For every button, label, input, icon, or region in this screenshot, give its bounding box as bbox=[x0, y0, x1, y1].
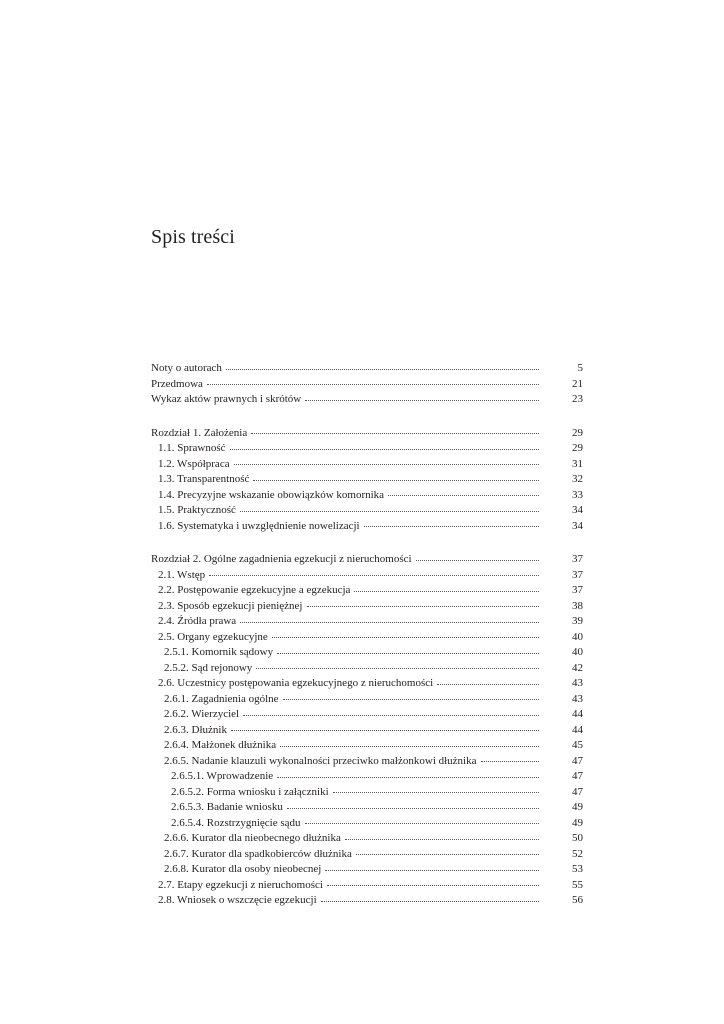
toc-entry-page: 44 bbox=[572, 708, 583, 720]
toc-entry bbox=[151, 472, 583, 488]
toc-entry-page: 40 bbox=[572, 646, 583, 658]
dot-leader bbox=[345, 839, 539, 840]
toc-entry-label: 2.6.5. Nadanie klauzuli wykonalności przeciwko małżonkowi dłużnika bbox=[164, 754, 477, 767]
toc-entry bbox=[151, 392, 583, 408]
toc-entry-page: 47 bbox=[572, 770, 583, 782]
toc-entry-label: Noty o autorach bbox=[151, 362, 222, 374]
section-spacer bbox=[151, 534, 583, 552]
toc-entry bbox=[151, 847, 583, 863]
section-spacer bbox=[151, 408, 583, 426]
dot-leader bbox=[240, 511, 539, 512]
toc-entry-label: Wykaz aktów prawnych i skrótów bbox=[151, 393, 302, 405]
page-title: Spis treści bbox=[151, 226, 235, 248]
toc-entry-page: 5 bbox=[577, 362, 583, 374]
dot-leader bbox=[327, 885, 539, 886]
toc-entry-label: 1.4. Precyzyjne wskazanie obowiązków komornika bbox=[158, 488, 385, 501]
toc-entry-label: 2.4. Źródła prawa bbox=[158, 615, 237, 627]
dot-leader bbox=[305, 823, 539, 824]
toc-entry-label: 2.6.2. Wierzyciel bbox=[164, 708, 240, 720]
toc-entry-page: 47 bbox=[572, 785, 583, 798]
dot-leader bbox=[272, 637, 539, 638]
toc-entry-label: 2.6.5.4. Rozstrzygnięcie sądu bbox=[171, 816, 301, 829]
toc-entry-label: 1.5. Praktyczność bbox=[158, 504, 236, 516]
dot-leader bbox=[287, 808, 539, 809]
dot-leader bbox=[325, 870, 539, 871]
toc-entry bbox=[151, 862, 583, 878]
toc-entry bbox=[151, 738, 583, 754]
toc-entry bbox=[151, 519, 583, 535]
toc-entry-label: 2.6.5.1. Wprowadzenie bbox=[171, 770, 274, 782]
dot-leader bbox=[333, 792, 539, 793]
toc-entry-page: 49 bbox=[572, 816, 583, 829]
toc-entry-label: 2.6. Uczestnicy postępowania egzekucyjnego z nieruchomości bbox=[158, 677, 434, 689]
toc-entry-label: 2.6.4. Małżonek dłużnika bbox=[164, 739, 277, 751]
toc-entry-page: 29 bbox=[572, 442, 583, 454]
toc-entry-page: 34 bbox=[572, 519, 583, 532]
toc-entry bbox=[151, 614, 583, 630]
toc-entry bbox=[151, 377, 583, 393]
toc-entry-page: 33 bbox=[572, 488, 583, 501]
toc-entry-label: 2.1. Wstęp bbox=[158, 568, 206, 581]
toc-entry-label: 2.6.8. Kurator dla osoby nieobecnej bbox=[164, 863, 322, 875]
toc-entry-label: Rozdział 1. Założenia bbox=[151, 426, 248, 439]
dot-leader bbox=[356, 854, 539, 855]
toc-entry-label: 1.3. Transparentność bbox=[158, 473, 250, 485]
toc-entry-label: 2.5. Organy egzekucyjne bbox=[158, 630, 268, 643]
dot-leader bbox=[251, 433, 539, 434]
toc-entry bbox=[151, 754, 583, 770]
toc-entry-page: 47 bbox=[572, 754, 583, 767]
toc-entry-page: 37 bbox=[572, 568, 583, 581]
toc-entry-label: 2.6.5.3. Badanie wniosku bbox=[171, 801, 283, 813]
dot-leader bbox=[321, 901, 539, 902]
toc-entry-page: 43 bbox=[572, 692, 583, 705]
dot-leader bbox=[280, 746, 539, 747]
dot-leader bbox=[277, 653, 539, 654]
toc-entry bbox=[151, 723, 583, 739]
toc-entry bbox=[151, 692, 583, 708]
toc-entry-page: 53 bbox=[572, 863, 583, 875]
toc-entry bbox=[151, 816, 583, 832]
toc-entry-page: 32 bbox=[572, 473, 583, 485]
toc-entry bbox=[151, 503, 583, 519]
toc-entry-page: 44 bbox=[572, 723, 583, 736]
toc-entry-page: 40 bbox=[572, 630, 583, 643]
dot-leader bbox=[240, 622, 539, 623]
toc-entry-label: 2.5.1. Komornik sądowy bbox=[164, 646, 274, 658]
toc-entry bbox=[151, 568, 583, 584]
toc-entry-page: 29 bbox=[572, 426, 583, 439]
dot-leader bbox=[354, 591, 539, 592]
toc-entry-page: 21 bbox=[572, 377, 583, 390]
dot-leader bbox=[231, 730, 539, 731]
toc-entry-label: 1.2. Współpraca bbox=[158, 457, 230, 470]
toc-entry-page: 34 bbox=[572, 504, 583, 516]
dot-leader bbox=[305, 400, 539, 401]
toc-entry bbox=[151, 707, 583, 723]
toc-entry-page: 50 bbox=[572, 832, 583, 844]
toc-entry bbox=[151, 361, 583, 377]
toc-entry-label: 2.6.7. Kurator dla spadkobierców dłużnika bbox=[164, 847, 352, 860]
toc-entry-page: 37 bbox=[572, 553, 583, 565]
toc-entry-page: 38 bbox=[572, 599, 583, 612]
toc-entry-label: 2.6.6. Kurator dla nieobecnego dłużnika bbox=[164, 832, 341, 844]
toc-entry-label: 2.8. Wniosek o wszczęcie egzekucji bbox=[158, 894, 317, 906]
toc-entry bbox=[151, 785, 583, 801]
toc-entry bbox=[151, 599, 583, 615]
toc-entry bbox=[151, 426, 583, 442]
toc-entry-label: 2.6.5.2. Forma wniosku i załączniki bbox=[171, 785, 329, 798]
toc-entry-page: 39 bbox=[572, 615, 583, 627]
table-of-contents bbox=[151, 361, 583, 909]
toc-entry bbox=[151, 831, 583, 847]
dot-leader bbox=[388, 495, 539, 496]
toc-entry-page: 37 bbox=[572, 584, 583, 596]
dot-leader bbox=[243, 715, 539, 716]
toc-entry bbox=[151, 441, 583, 457]
toc-entry bbox=[151, 661, 583, 677]
toc-entry bbox=[151, 645, 583, 661]
toc-entry-label: 2.7. Etapy egzekucji z nieruchomości bbox=[158, 878, 323, 891]
dot-leader bbox=[437, 684, 539, 685]
toc-entry-label: 2.5.2. Sąd rejonowy bbox=[164, 661, 253, 674]
dot-leader bbox=[364, 526, 539, 527]
toc-entry-page: 45 bbox=[572, 739, 583, 751]
toc-entry-page: 52 bbox=[572, 847, 583, 860]
dot-leader bbox=[481, 761, 540, 762]
toc-entry bbox=[151, 630, 583, 646]
toc-entry bbox=[151, 800, 583, 816]
toc-entry-label: 1.1. Sprawność bbox=[158, 442, 226, 454]
toc-entry bbox=[151, 676, 583, 692]
toc-entry-page: 31 bbox=[572, 457, 583, 470]
toc-entry bbox=[151, 769, 583, 785]
dot-leader bbox=[307, 606, 540, 607]
toc-entry-label: 2.3. Sposób egzekucji pieniężnej bbox=[158, 599, 303, 612]
toc-entry-label: 1.6. Systematyka i uwzględnienie nowelizacji bbox=[158, 519, 360, 532]
toc-entry-label: 2.6.3. Dłużnik bbox=[164, 723, 227, 736]
dot-leader bbox=[253, 480, 539, 481]
toc-entry-label: 2.6.1. Zagadnienia ogólne bbox=[164, 692, 279, 705]
toc-entry-page: 23 bbox=[572, 393, 583, 405]
toc-entry-label: 2.2. Postępowanie egzekucyjne a egzekucja bbox=[158, 584, 351, 596]
toc-entry-page: 49 bbox=[572, 801, 583, 813]
dot-leader bbox=[230, 449, 539, 450]
toc-entry-page: 43 bbox=[572, 677, 583, 689]
dot-leader bbox=[234, 464, 539, 465]
toc-entry-page: 56 bbox=[572, 894, 583, 906]
dot-leader bbox=[226, 369, 539, 370]
toc-entry bbox=[151, 488, 583, 504]
dot-leader bbox=[277, 777, 539, 778]
toc-entry-label: Rozdział 2. Ogólne zagadnienia egzekucji z nieruchomości bbox=[151, 553, 412, 565]
toc-entry bbox=[151, 878, 583, 894]
toc-entry-label: Przedmowa bbox=[151, 377, 203, 390]
toc-entry-page: 55 bbox=[572, 878, 583, 891]
toc-entry bbox=[151, 583, 583, 599]
dot-leader bbox=[416, 560, 539, 561]
dot-leader bbox=[207, 384, 539, 385]
dot-leader bbox=[209, 575, 539, 576]
toc-entry-page: 42 bbox=[572, 661, 583, 674]
dot-leader bbox=[283, 699, 539, 700]
toc-entry bbox=[151, 893, 583, 909]
dot-leader bbox=[256, 668, 539, 669]
toc-entry bbox=[151, 552, 583, 568]
toc-entry bbox=[151, 457, 583, 473]
